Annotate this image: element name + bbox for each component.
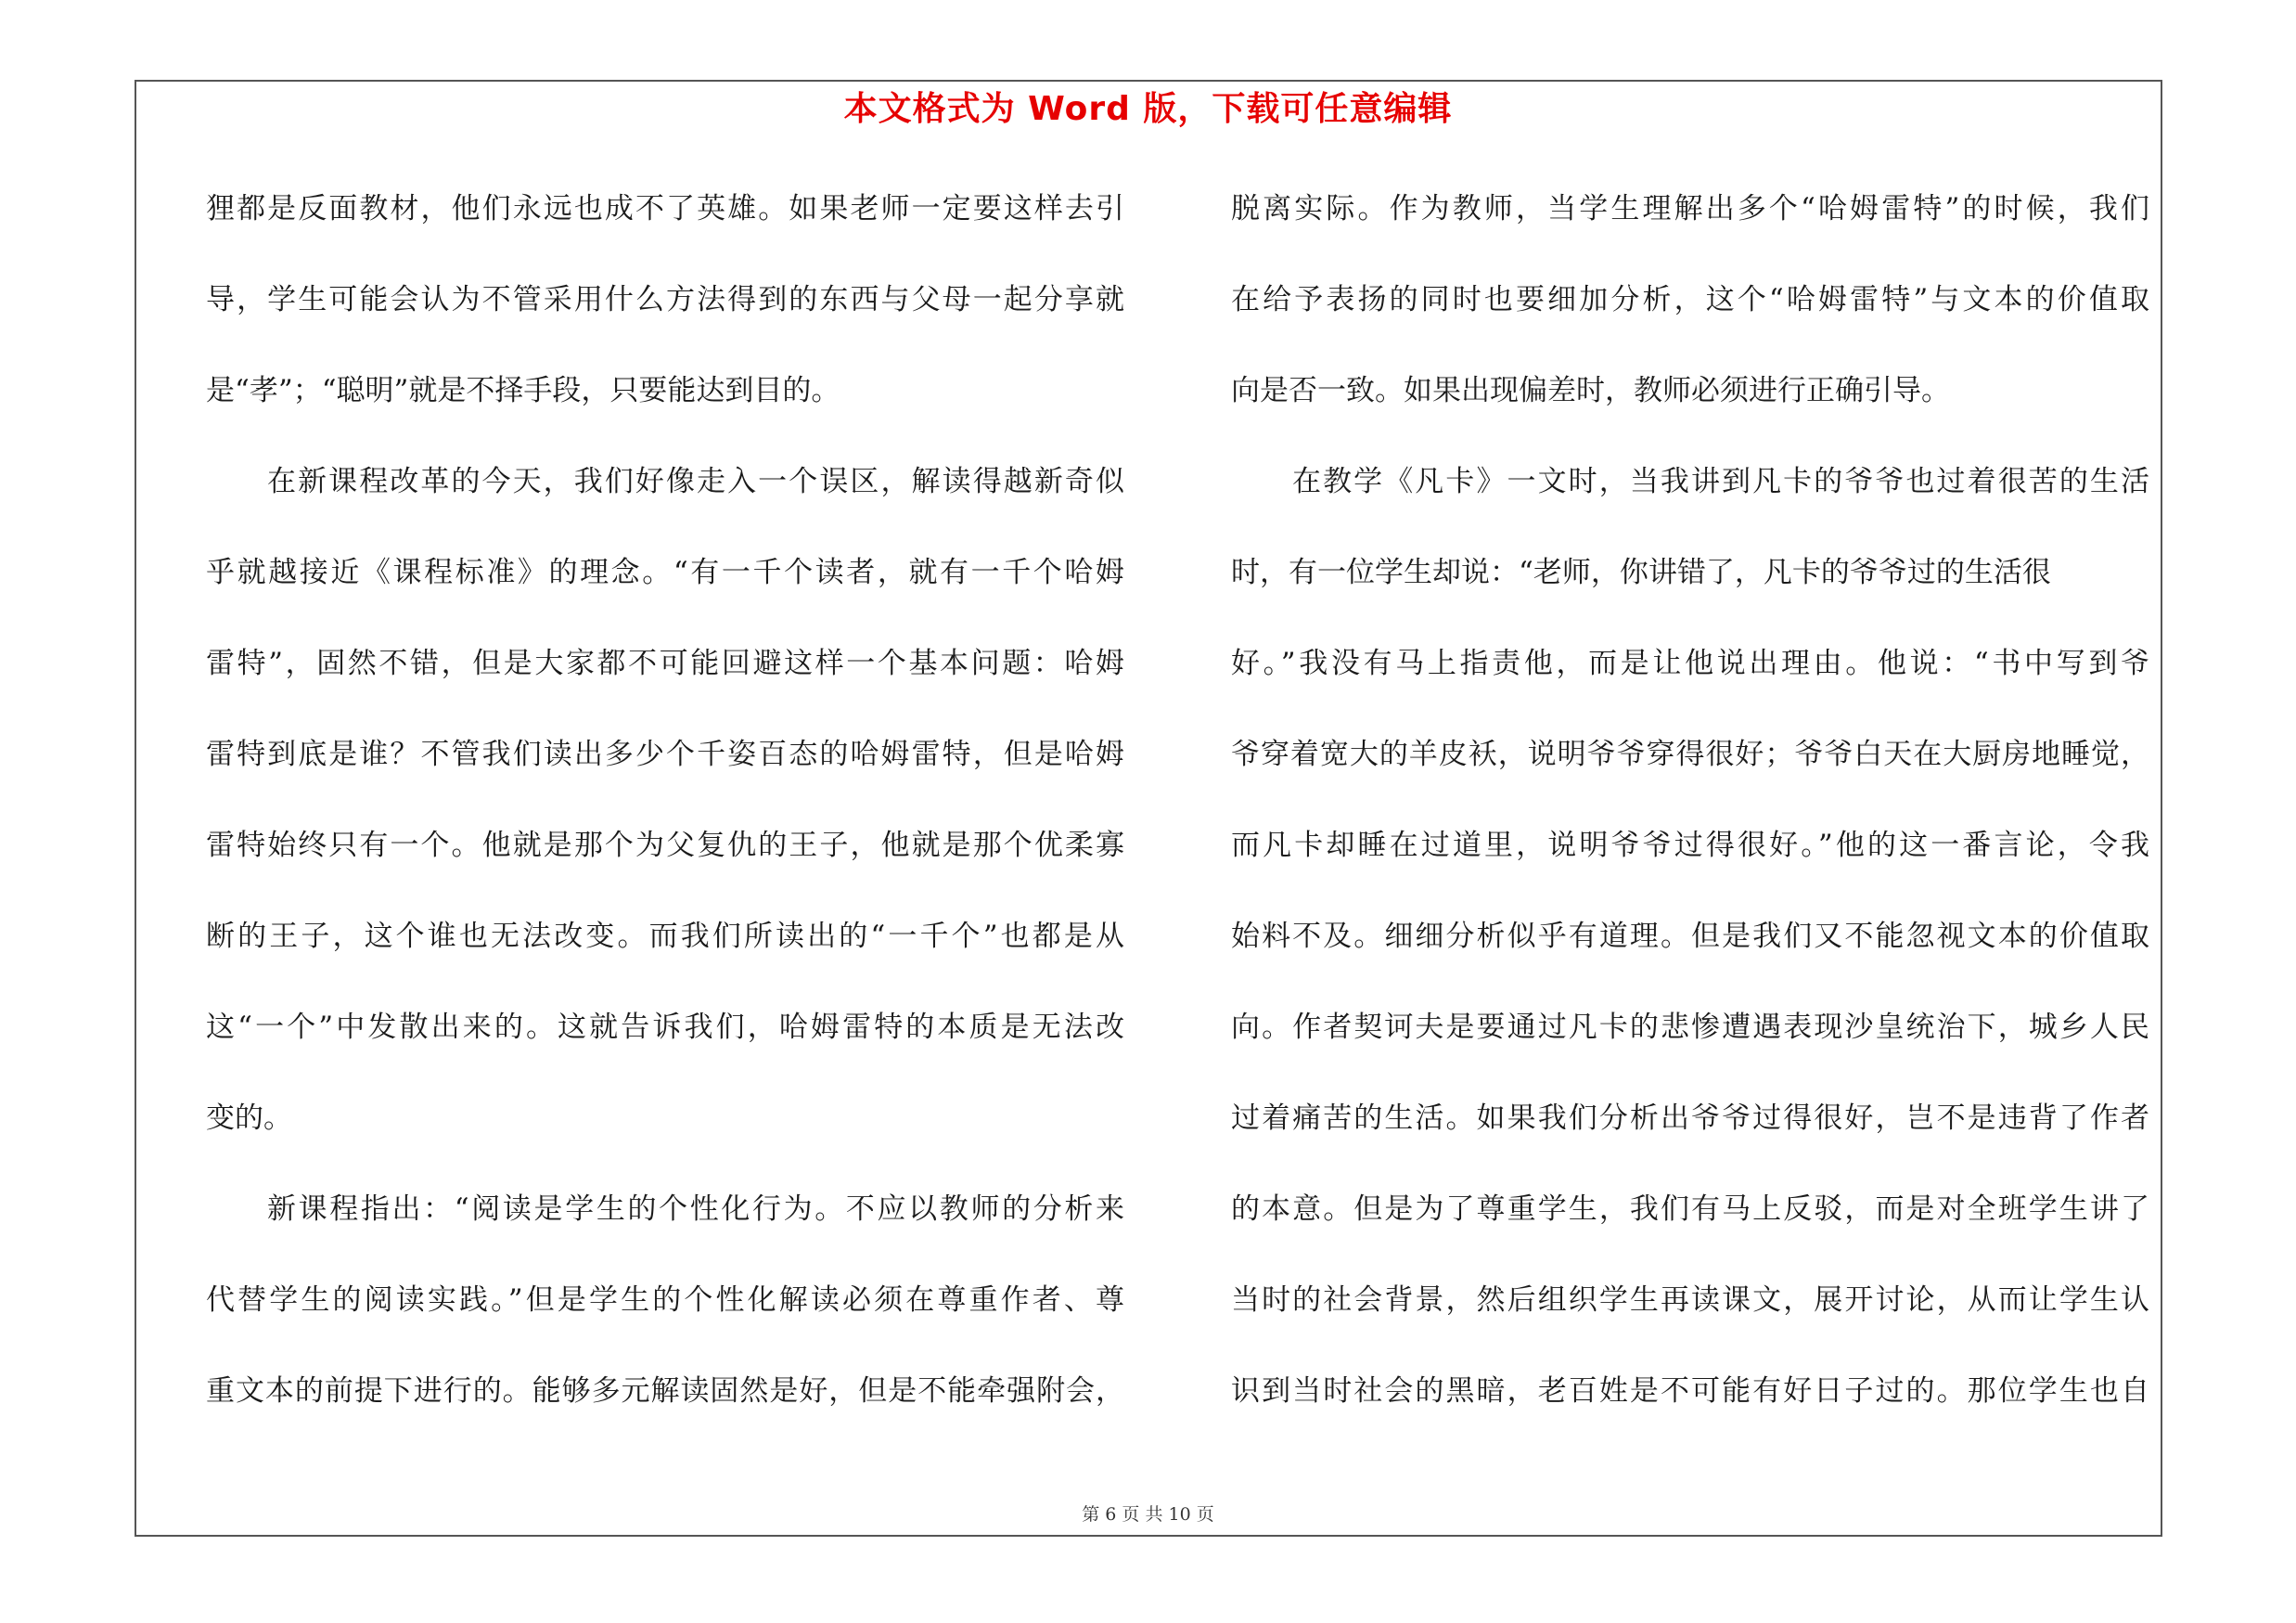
text-line: 向。作者契诃夫是要通过凡卡的悲惨遭遇表现沙皇统治下，城乡人民 <box>1231 1011 2149 1044</box>
right-column <box>1231 190 2149 1463</box>
text-line: 变的。 <box>206 1101 292 1135</box>
paragraph-start-line: 在新课程改革的今天，我们好像走入一个误区，解读得越新奇似 <box>267 465 1124 498</box>
text-line: 这“一个”中发散出来的。这就告诉我们，哈姆雷特的本质是无法改 <box>206 1011 1124 1044</box>
text-line: 是“孝”；“聪明”就是不择手段，只要能达到目的。 <box>206 374 840 407</box>
text-line: 脱离实际。作为教师，当学生理解出多个“哈姆雷特”的时候，我们 <box>1231 192 2149 225</box>
text-line: 代替学生的阅读实践。”但是学生的个性化解读必须在尊重作者、尊 <box>206 1283 1124 1317</box>
text-line: 识到当时社会的黑暗，老百姓是不可能有好日子过的。那位学生也自 <box>1231 1374 2149 1408</box>
text-line: 断的王子，这个谁也无法改变。而我们所读出的“一千个”也都是从 <box>206 920 1124 953</box>
text-line: 雷特”，固然不错，但是大家都不可能回避这样一个基本问题：哈姆 <box>206 647 1124 680</box>
paragraph-start-line: 在教学《凡卡》一文时，当我讲到凡卡的爷爷也过着很苦的生活 <box>1292 465 2149 498</box>
text-line: 的本意。但是为了尊重学生，我们有马上反驳，而是对全班学生讲了 <box>1231 1192 2149 1226</box>
text-line: 始料不及。细细分析似乎有道理。但是我们又不能忽视文本的价值取 <box>1231 920 2149 953</box>
word-format-notice: 本文格式为 Word 版，下载可任意编辑 <box>843 90 1453 128</box>
page-number: 第 6 页 共 10 页 <box>1082 1504 1214 1525</box>
text-line: 当时的社会背景，然后组织学生再读课文，展开讨论，从而让学生认 <box>1231 1283 2149 1317</box>
left-column <box>206 190 1124 1463</box>
text-line: 在给予表扬的同时也要细加分析，这个“哈姆雷特”与文本的价值取 <box>1231 283 2149 316</box>
text-line: 向是否一致。如果出现偏差时，教师必须进行正确引导。 <box>1231 374 1950 407</box>
text-line: 导，学生可能会认为不管采用什么方法得到的东西与父母一起分享就 <box>206 283 1124 316</box>
text-line: 狸都是反面教材，他们永远也成不了英雄。如果老师一定要这样去引 <box>206 192 1124 225</box>
text-line: 好。”我没有马上指责他，而是让他说出理由。他说：“书中写到爷 <box>1231 647 2149 680</box>
text-line: 雷特到底是谁？不管我们读出多少个千姿百态的哈姆雷特，但是哈姆 <box>206 738 1124 771</box>
text-line: 爷穿着宽大的羊皮袄，说明爷爷穿得很好；爷爷白天在大厨房地睡觉， <box>1231 738 2149 771</box>
text-line: 乎就越接近《课程标准》的理念。“有一千个读者，就有一千个哈姆 <box>206 556 1124 589</box>
text-line: 而凡卡却睡在过道里，说明爷爷过得很好。”他的这一番言论，令我 <box>1231 829 2149 862</box>
paragraph-start-line: 新课程指出：“阅读是学生的个性化行为。不应以教师的分析来 <box>267 1192 1124 1226</box>
text-line: 重文本的前提下进行的。能够多元解读固然是好，但是不能牵强附会， <box>206 1374 1124 1408</box>
text-line: 时，有一位学生却说：“老师，你讲错了，凡卡的爷爷过的生活很 <box>1231 556 2051 589</box>
text-line: 雷特始终只有一个。他就是那个为父复仇的王子，他就是那个优柔寡 <box>206 829 1124 862</box>
text-line: 过着痛苦的生活。如果我们分析出爷爷过得很好，岂不是违背了作者 <box>1231 1101 2149 1135</box>
